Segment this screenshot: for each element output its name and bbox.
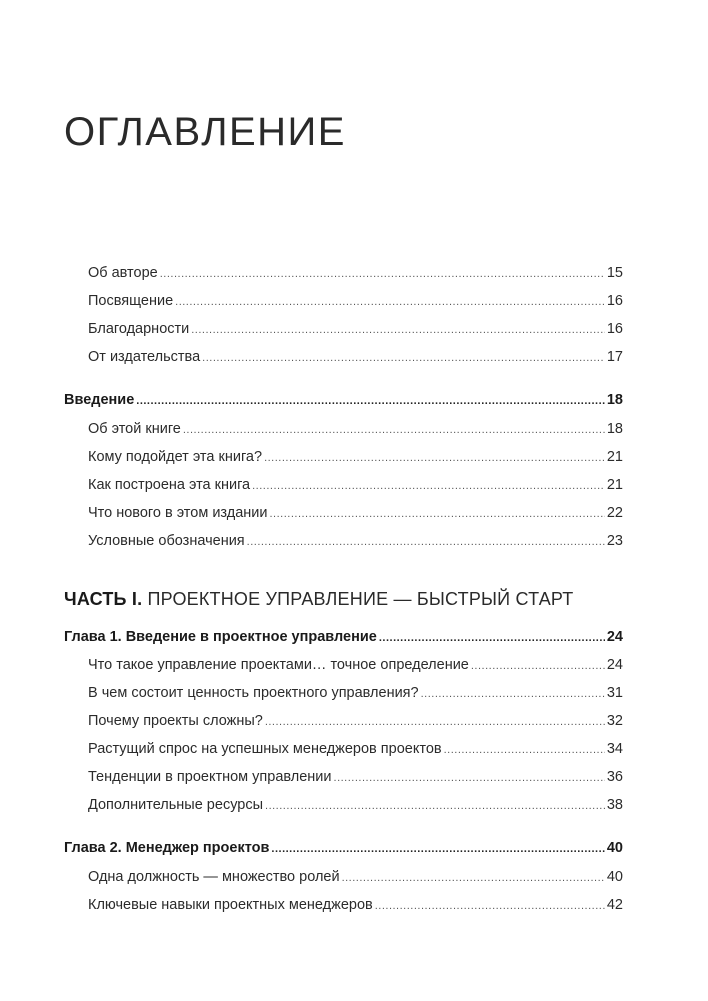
dot-leader	[444, 740, 605, 760]
toc-entry-label: Введение	[64, 392, 135, 408]
dot-leader	[379, 628, 605, 648]
dot-leader	[160, 264, 605, 284]
toc-entry-dedication[interactable]	[88, 291, 623, 311]
toc-entry-label: Благодарности	[88, 321, 190, 337]
toc-entry-audience[interactable]	[88, 447, 623, 467]
toc-entry-label: Почему проекты сложны?	[88, 713, 263, 729]
part-number: ЧАСТЬ I.	[64, 589, 143, 609]
toc-page-number: 42	[606, 897, 623, 913]
toc-entry-acknowledgements[interactable]	[88, 319, 623, 339]
toc-entry-label: Кому подойдет эта книга?	[88, 449, 263, 465]
toc-page-number: 40	[606, 869, 623, 885]
toc-entry-label: Дополнительные ресурсы	[88, 797, 264, 813]
toc-page-number: 32	[606, 713, 623, 729]
dot-leader	[183, 420, 605, 440]
toc-entry-publisher-note[interactable]	[88, 347, 623, 367]
toc-entry-label: Как построена эта книга	[88, 477, 251, 493]
toc-entry-label: Растущий спрос на успешных менеджеров проектов	[88, 741, 442, 757]
toc-entry-conventions[interactable]	[88, 531, 623, 551]
dot-leader	[252, 476, 605, 496]
dot-leader	[247, 532, 605, 552]
dot-leader	[175, 292, 605, 312]
dot-leader	[264, 448, 605, 468]
dot-leader	[342, 868, 605, 888]
toc-entry-chapter-2[interactable]	[64, 838, 623, 858]
toc-page-number: 36	[606, 769, 623, 785]
toc-page-number: 34	[606, 741, 623, 757]
dot-leader	[271, 839, 604, 859]
toc-entry-ch1-resources[interactable]	[88, 795, 623, 815]
toc-entry-label: Условные обозначения	[88, 533, 245, 549]
toc-entry-about-author[interactable]	[88, 263, 623, 283]
toc-page-number: 24	[606, 657, 623, 673]
toc-entry-about-book[interactable]	[88, 419, 623, 439]
toc-entry-chapter-1[interactable]	[64, 627, 623, 647]
toc-entry-label: Ключевые навыки проектных менеджеров	[88, 897, 373, 913]
dot-leader	[265, 712, 605, 732]
toc-entry-label: Посвящение	[88, 293, 174, 309]
dot-leader	[421, 684, 605, 704]
toc-page-number: 24	[606, 629, 623, 645]
dot-leader	[202, 348, 605, 368]
toc-entry-ch2-skills[interactable]	[88, 895, 623, 915]
toc-entry-label: Об этой книге	[88, 421, 181, 437]
dot-leader	[265, 796, 605, 816]
toc-page-number: 21	[606, 449, 623, 465]
toc-entry-ch1-complexity[interactable]	[88, 711, 623, 731]
dot-leader	[191, 320, 605, 340]
page-title: ОГЛАВЛЕНИЕ	[64, 110, 346, 154]
dot-leader	[471, 656, 605, 676]
toc-page-number: 18	[606, 421, 623, 437]
dot-leader	[270, 504, 605, 524]
dot-leader	[334, 768, 605, 788]
part-title: ПРОЕКТНОЕ УПРАВЛЕНИЕ — БЫСТРЫЙ СТАРТ	[142, 589, 574, 609]
toc-page-number: 22	[606, 505, 623, 521]
toc-page-number: 17	[606, 349, 623, 365]
toc-entry-ch2-roles[interactable]	[88, 867, 623, 887]
dot-leader	[136, 391, 605, 411]
toc-entry-ch1-definition[interactable]	[88, 655, 623, 675]
toc-page-number: 21	[606, 477, 623, 493]
toc-page-number: 18	[606, 392, 623, 408]
toc-entry-label: В чем состоит ценность проектного управления?	[88, 685, 419, 701]
toc-entry-label: Что такое управление проектами… точное определение	[88, 657, 469, 673]
toc-entry-label: Что нового в этом издании	[88, 505, 268, 521]
toc-entry-whats-new[interactable]	[88, 503, 623, 523]
toc-page-number: 38	[606, 797, 623, 813]
toc-page-number: 31	[606, 685, 623, 701]
toc-entry-label: Глава 2. Менеджер проектов	[64, 840, 270, 856]
toc-entry-label: Об авторе	[88, 265, 158, 281]
toc-entry-ch1-demand[interactable]	[88, 739, 623, 759]
toc-entry-structure[interactable]	[88, 475, 623, 495]
toc-entry-label: Тенденции в проектном управлении	[88, 769, 332, 785]
toc-page-number: 40	[606, 840, 623, 856]
toc-page-number: 16	[606, 293, 623, 309]
toc-entry-ch1-trends[interactable]	[88, 767, 623, 787]
dot-leader	[375, 896, 605, 916]
toc-entry-label: От издательства	[88, 349, 201, 365]
toc-page-number: 15	[606, 265, 623, 281]
toc-entry-label: Одна должность — множество ролей	[88, 869, 340, 885]
toc-entry-label: Глава 1. Введение в проектное управление	[64, 629, 377, 645]
toc-page-number: 23	[606, 533, 623, 549]
toc-page-number: 16	[606, 321, 623, 337]
toc-entry-ch1-value[interactable]	[88, 683, 623, 703]
part-heading	[64, 587, 574, 611]
toc-entry-introduction[interactable]	[64, 390, 623, 410]
